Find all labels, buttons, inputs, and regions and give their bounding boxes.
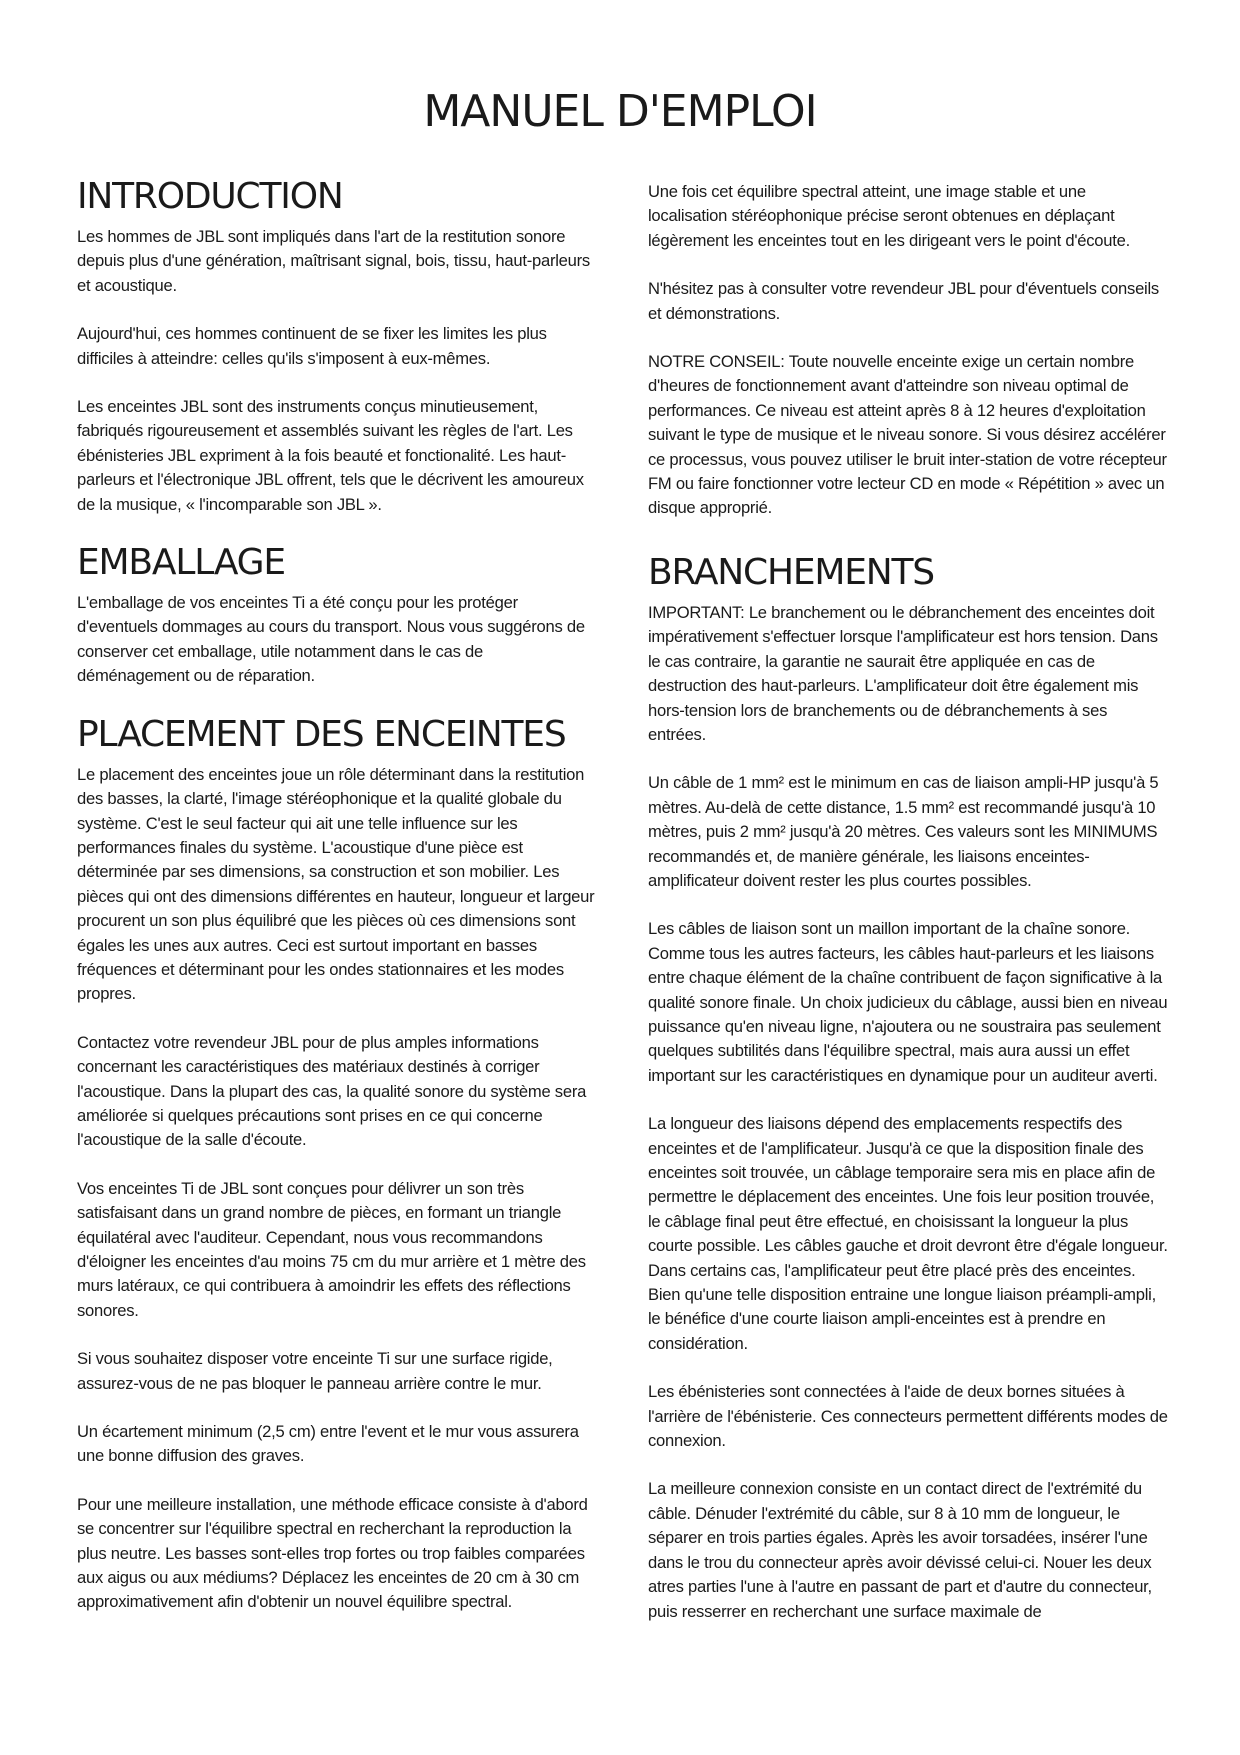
paragraph: Vos enceintes Ti de JBL sont conçues pour délivrer un son très satisfaisant dans un grand nombre de pièces, en formant un triangle équilatéral avec l'auditeur. Cependant, nous vous recommandons d'éloigner les enceintes d'au moins 75 cm du mur arrière et 1 mètre des murs latéraux, ce qui contribuera à amoindrir les effets des réflections sonores.: [77, 1178, 586, 1320]
left-column: [77, 175, 597, 1639]
page-title: MANUEL D'EMPLOI: [423, 86, 817, 137]
section-heading-branchements: BRANCHEMENTS: [648, 551, 934, 593]
paragraph: Pour une meilleure installation, une méthode efficace consiste à d'abord se concentrer sur l'équilibre spectral en recherchant la reproduction la plus neutre. Les basses sont-elles trop fortes ou trop faibles comparées aux aigus ou aux médiums? Déplacez les enceintes de 20 cm à 30 cm approximativement afin d'obtenir un nouvel équilibre spectral.: [77, 1494, 588, 1612]
section-heading-introduction: INTRODUCTION: [77, 176, 343, 217]
section-heading-emballage: EMBALLAGE: [77, 542, 285, 584]
section-placement-continued: [648, 180, 1168, 521]
section-introduction: [77, 175, 597, 517]
paragraph: Un câble de 1 mm² est le minimum en cas de liaison ampli-HP jusqu'à 5 mètres. Au-delà de cette distance, 1.5 mm² est recommandé jusqu'à 10 mètres, puis 2 mm² jusqu'à 20 mètres. Ces valeurs sont les MINIMUMS recommandés et, de manière générale, les liaisons enceintes-amplificateur doivent rester les plus courtes possibles.: [648, 773, 1159, 890]
section-placement: [77, 713, 597, 1615]
paragraph: Le placement des enceintes joue un rôle déterminant dans la restitution des basses, la clarté, l'image stéréophonique et la qualité globale du système. C'est le seul facteur qui ait une telle influence sur les performances finales du système. L'acoustique d'une pièce est déterminée par ses dimensions, sa construction et son mobilier. Les pièces qui ont des dimensions différentes en hauteur, longueur et largeur procurent un son plus équilibré que les pièces où ces dimensions sont égales les unes aux autres. Ceci est surtout important en basses fréquences et déterminant pour les ondes stationnaires et les modes propres.: [77, 764, 595, 1004]
paragraph: Les câbles de liaison sont un maillon important de la chaîne sonore. Comme tous les autres facteurs, les câbles haut-parleurs et les liaisons entre chaque élément de la chaîne contribuent de façon significative à la qualité sonore finale. Un choix judicieux du câblage, aussi bien en niveau puissance qu'en niveau ligne, n'ajoutera ou ne soustraira pas seulement quelques subtilités dans l'équilibre spectral, mais aura aussi un effet important sur les caractéristiques en dynamique pour un auditeur averti.: [648, 919, 1168, 1085]
paragraph: NOTRE CONSEIL: Toute nouvelle enceinte exige un certain nombre d'heures de fonctionnement avant d'atteindre son niveau optimal de performances. Ce niveau est atteint après 8 à 12 heures d'exploitation suivant le type de musique et le niveau sonore. Si vous désirez accélérer ce processus, vous pouvez utiliser le bruit inter-station de votre récepteur FM ou faire fonctionner votre lecteur CD en mode « Répétition » avec un disque approprié.: [648, 352, 1167, 518]
right-column: [648, 180, 1168, 1648]
paragraph: Les hommes de JBL sont impliqués dans l'art de la restitution sonore depuis plus d'une génération, maîtrisant signal, bois, tissu, haut-parleurs et acoustique.: [77, 227, 590, 295]
paragraph: La longueur des liaisons dépend des emplacements respectifs des enceintes et de l'amplificateur. Jusqu'à ce que la disposition finale des enceintes soit trouvée, un câblage temporaire sera mis en place afin de permettre le déplacement des enceintes. Une fois leur position trouvée, le câblage final peut être effectué, en choisissant la longueur la plus courte possible. Les câbles gauche et droit devront être d'égale longueur. Dans certains cas, l'amplificateur peut être placé près des enceintes. Bien qu'une telle disposition entraine une longue liaison préampli-ampli, le bénéfice d'une courte liaison ampli-enceintes est à prendre en considération.: [648, 1114, 1168, 1353]
section-heading-placement: PLACEMENT DES ENCEINTES: [77, 713, 566, 755]
paragraph: Aujourd'hui, ces hommes continuent de se fixer les limites les plus difficiles à atteindre: celles qu'ils s'imposent à eux-mêmes.: [77, 324, 547, 368]
paragraph: L'emballage de vos enceintes Ti a été conçu pour les protéger d'eventuels dommages au cours du transport. Nous vous suggérons de conserver cet emballage, utile notamment dans le cas de déménagement ou de réparation.: [77, 593, 585, 686]
paragraph: Une fois cet équilibre spectral atteint, une image stable et une localisation stéréophonique précise seront obtenues en déplaçant légèrement les enceintes tout en les dirigeant vers le point d'écoute.: [648, 182, 1130, 250]
paragraph: Un écartement minimum (2,5 cm) entre l'event et le mur vous assurera une bonne diffusion des graves.: [77, 1422, 579, 1466]
paragraph: La meilleure connexion consiste en un contact direct de l'extrémité du câble. Dénuder l'extrémité du câble, sur 8 à 10 mm de longueur, le séparer en trois parties égales. Après les avoir torsadées, insérer l'une dans le trou du connecteur après avoir dévissé celui-ci. Nouer les deux atres parties l'une à l'autre en passant de part et d'autre du connecteur, puis resserrer en recherchant une surface maximale de: [648, 1479, 1152, 1621]
paragraph: Les ébénisteries sont connectées à l'aide de deux bornes situées à l'arrière de l'ébénisterie. Ces connecteurs permettent différents modes de connexion.: [648, 1382, 1168, 1451]
section-branchements: [648, 551, 1168, 1624]
paragraph: Les enceintes JBL sont des instruments conçus minutieusement, fabriqués rigoureusement et assemblés suivant les règles de l'art. Les ébénisteries JBL expriment à la fois beauté et fonctionalité. Les haut-parleurs et l'électronique JBL offrent, tels que le décrivent les amoureux de la musique, « l'incomparable son JBL ».: [77, 397, 584, 514]
paragraph: IMPORTANT: Le branchement ou le débranchement des enceintes doit impérativement s'effectuer lorsque l'amplificateur est hors tension. Dans le cas contraire, la garantie ne saurait être appliquée en cas de destruction des haut-parleurs. L'amplificateur doit être également mis hors-tension lors de branchements ou de débranchements à ses entrées.: [648, 602, 1158, 744]
paragraph: N'hésitez pas à consulter votre revendeur JBL pour d'éventuels conseils et démonstrations.: [648, 279, 1159, 323]
section-emballage: [77, 541, 597, 689]
paragraph: Si vous souhaitez disposer votre enceinte Ti sur une surface rigide, assurez-vous de ne pas bloquer le panneau arrière contre le mur.: [77, 1349, 553, 1393]
paragraph: Contactez votre revendeur JBL pour de plus amples informations concernant les caractéristiques des matériaux destinés à corriger l'acoustique. Dans la plupart des cas, la qualité sonore du système sera améliorée si quelques précautions sont prises en ce qui concerne l'acoustique de la salle d'écoute.: [77, 1032, 587, 1150]
